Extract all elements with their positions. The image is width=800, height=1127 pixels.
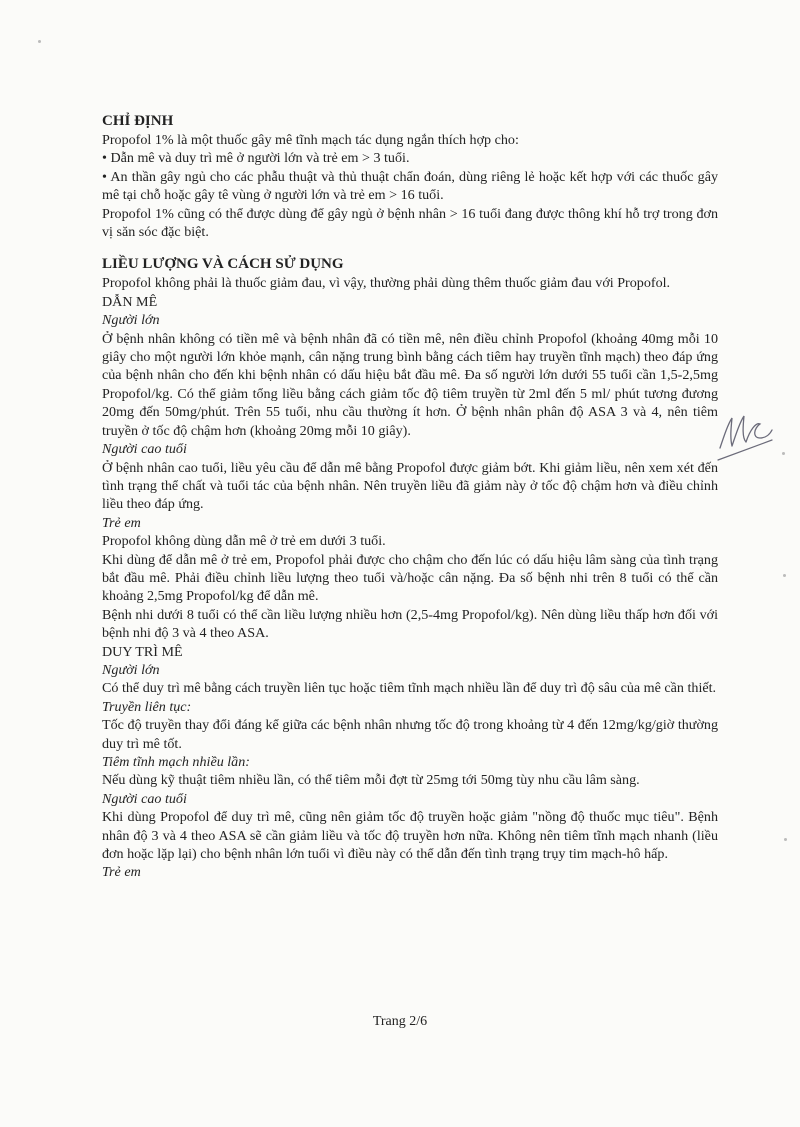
paragraph: • An thần gây ngủ cho các phẫu thuật và thủ thuật chẩn đoán, dùng riêng lẻ hoặc kết hợp với các thuốc gây mê tại chỗ hoặc gây tê vùng ở người lớn và trẻ em > 16 tuổi. <box>102 168 718 204</box>
subsection-title: DUY TRÌ MÊ <box>102 643 183 660</box>
subsection-label: Trẻ em <box>102 864 141 881</box>
paragraph: Propofol không dùng dẫn mê ở trẻ em dưới 3 tuổi. <box>102 533 386 550</box>
subsection-title: DẪN MÊ <box>102 293 158 310</box>
paragraph: Tốc độ truyền thay đổi đáng kể giữa các bệnh nhân nhưng tốc độ trong khoảng từ 4 đến 12mg/kg/giờ thường duy trì mê tốt. <box>102 717 718 752</box>
paragraph: Propofol 1% là một thuốc gây mê tĩnh mạch tác dụng ngắn thích hợp cho: <box>102 132 519 148</box>
page-number: Trang 2/6 <box>372 1014 428 1029</box>
paragraph: Có thể duy trì mê bằng cách truyền liên tục hoặc tiêm tĩnh mạch nhiều lần để duy trì độ sâu của mê cần thiết. <box>102 680 717 697</box>
scan-speck <box>783 574 786 577</box>
paragraph: Nếu dùng kỹ thuật tiêm nhiều lần, có thể tiêm mỗi đợt từ 25mg tới 50mg tùy nhu cầu lâm sàng. <box>102 772 640 789</box>
section-gap <box>102 241 718 255</box>
scan-speck <box>782 452 785 455</box>
section-heading: LIỀU LƯỢNG VÀ CÁCH SỬ DỤNG <box>102 256 344 273</box>
paragraph: Khi dùng Propofol để duy trì mê, cũng nên giảm tốc độ truyền hoặc giảm "nồng độ thuốc mục tiêu". Bệnh nhân độ 3 và 4 theo ASA sẽ cần giảm liều và tốc độ truyền hơn nữa. Không nên tiêm tĩnh mạch nhanh (liều đơn hoặc lặp lại) cho bệnh nhân lớn tuổi vì điều này có thể dẫn đến tình trạng trụy tim mạch-hô hấp. <box>102 809 718 863</box>
handwritten-initials-icon <box>714 408 776 469</box>
subsection-label: Trẻ em <box>102 514 141 531</box>
subsection-label: Tiêm tĩnh mạch nhiều lần: <box>102 754 250 770</box>
subsection-label: Người cao tuổi <box>102 790 187 807</box>
document-body <box>102 112 718 882</box>
subsection-label: Truyền liên tục: <box>102 698 192 715</box>
paragraph: Propofol 1% cũng có thể được dùng để gây ngủ ở bệnh nhân > 16 tuổi đang được thông khí hỗ trợ trong đơn vị săn sóc đặc biệt. <box>102 205 718 241</box>
section-heading: CHỈ ĐỊNH <box>102 113 174 129</box>
subsection-label: Người lớn <box>102 661 160 678</box>
paragraph: Ở bệnh nhân không có tiền mê và bệnh nhân đã có tiền mê, nên điều chỉnh Propofol (khoảng 40mg mỗi 10 giây cho một người lớn khỏe mạnh, cân nặng trung bình bằng cách tiêm hay truyền tĩnh mạch) theo đáp ứng của bệnh nhân cho đến khi bệnh nhân có dấu hiệu bắt đầu mê. Đa số người lớn dưới 55 tuổi cần 1,5-2,5mg Propofol/kg. Có thể giảm tổng liều bằng cách giảm tốc độ tiêm truyền từ 2ml đến 5 ml/ phút tương đương 20mg đến 50mg/phút. Trên 55 tuổi, nhu cầu thường ít hơn. Ở bệnh nhân phân độ ASA 3 và 4, nên tiêm truyền ở tốc độ chậm hơn (khoảng 20mg mỗi 10 giây). <box>102 330 718 439</box>
paragraph: Ở bệnh nhân cao tuổi, liều yêu cầu để dẫn mê bằng Propofol được giảm bớt. Khi giảm liều, nên xem xét đến tình trạng thể chất và tuổi tác của bệnh nhân. Nên truyền liều đã giảm này ở tốc độ chậm hơn và điều chỉnh liều theo đáp ứng. <box>102 459 718 513</box>
paragraph: • Dẫn mê và duy trì mê ở người lớn và trẻ em > 3 tuổi. <box>102 150 410 167</box>
paragraph: Propofol không phải là thuốc giảm đau, vì vậy, thường phải dùng thêm thuốc giảm đau với Propofol. <box>102 275 671 292</box>
paragraph: Khi dùng để dẫn mê ở trẻ em, Propofol phải được cho chậm cho đến lúc có dấu hiệu lâm sàng của tình trạng bắt đầu mê. Phải điều chỉnh liều lượng theo tuổi và/hoặc cân nặng. Đa số bệnh nhi trên 8 tuổi có thể cần khoảng 2,5mg Propofol/kg để dẫn mê. <box>102 551 718 605</box>
scan-speck <box>38 40 41 43</box>
scan-speck <box>784 838 787 841</box>
subsection-label: Người cao tuổi <box>102 441 187 458</box>
paragraph: Bệnh nhi dưới 8 tuổi có thể cần liều lượng nhiều hơn (2,5-4mg Propofol/kg). Nên dùng liều thấp hơn đối với bệnh nhi độ 3 và 4 theo ASA. <box>102 606 718 642</box>
subsection-label: Người lớn <box>102 312 160 329</box>
